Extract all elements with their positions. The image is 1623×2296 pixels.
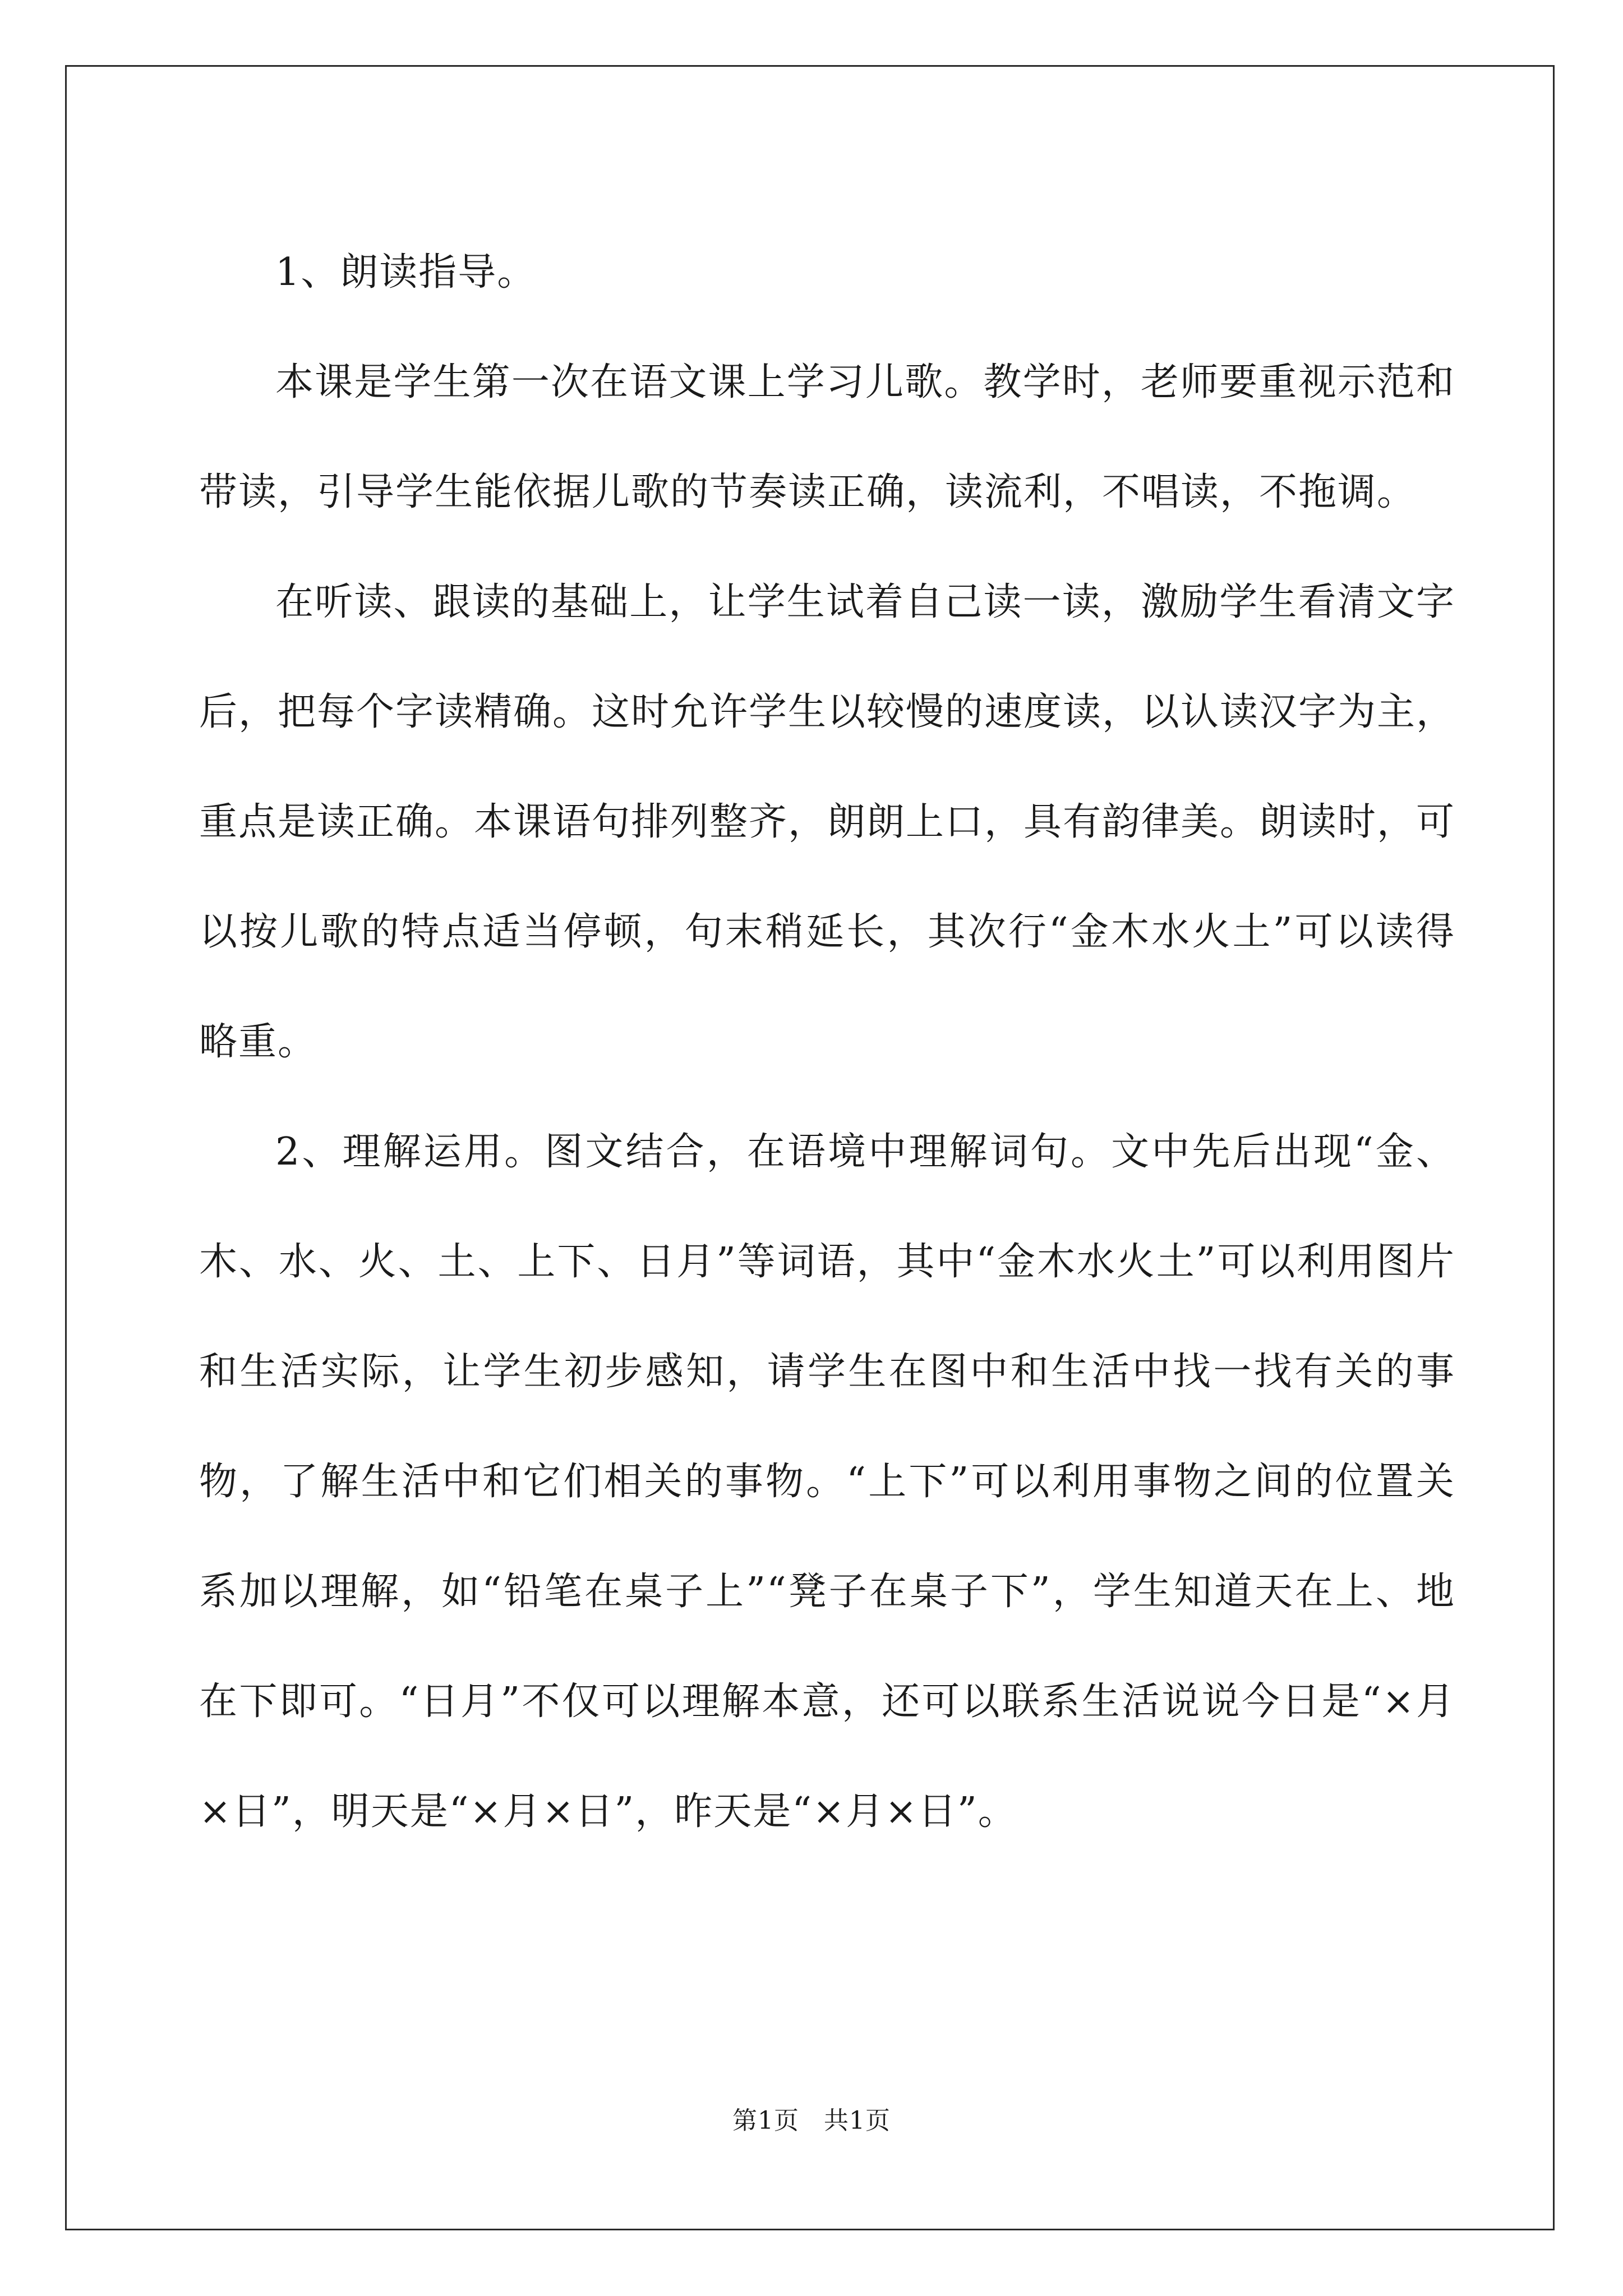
page-footer [0,2100,1623,2136]
paragraph-understanding: 2、理解运用。图文结合，在语境中理解词句。文中先后出现“金、木、水、火、土、上下、日月”等词语，其中“金木水火土”可以利用图片和生活实际，让学生初步感知，请学生在图中和生活中找一找有关的事物，了解生活中和它们相关的事物。“上下”可以利用事物之间的位置关系加以理解，如“铅笔在桌子上”“凳子在桌子下”，学生知道天在上、地在下即可。“日月”不仅可以理解本意，还可以联系生活说说今日是“×月×日”，明天是“×月×日”，昨天是“×月×日”。 [199,1130,1455,1834]
page-number-total: 共1页 [824,2106,891,2135]
paragraph-reading-intro: 本课是学生第一次在语文课上学习儿歌。教学时，老师要重视示范和带读，引导学生能依据儿歌的节奏读正确，读流利，不唱读，不拖调。 [199,360,1455,514]
section-heading-reading: 1、朗读指导。 [275,250,537,295]
paragraph-reading-method: 在听读、跟读的基础上，让学生试着自己读一读，激励学生看清文字后，把每个字读精确。这时允许学生以较慢的速度读，以认读汉字为主，重点是读正确。本课语句排列整齐，朗朗上口，具有韵律美。朗读时，可以按儿歌的特点适当停顿，句末稍延长，其次行“金木水火土”可以读得略重。 [199,580,1456,1064]
document-body [199,218,1455,1867]
page-number-current: 第1页 [732,2106,799,2135]
